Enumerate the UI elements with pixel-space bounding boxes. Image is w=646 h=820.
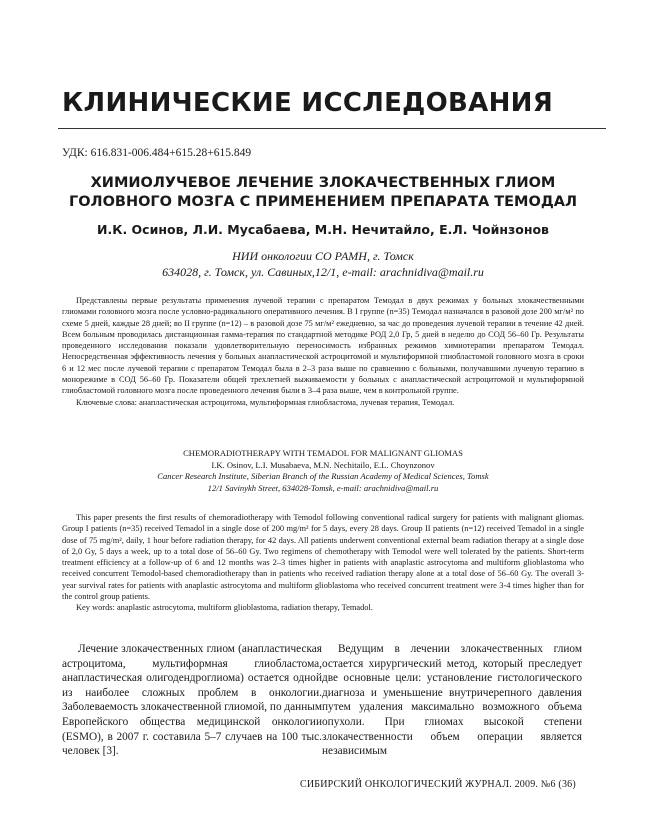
body-paragraph: Лечение злокачественных глиом (анапластическая астроцитома, мультиформная глиобластома, анапластическая олигодендроглиома) остается одной из наиболее сложных проблем в онкологии. Заболеваемость злокачественной глиомой, по данным Европейского общества медицинской онкологии (ESMO), в 2007 г. составила 5–7 случаев на 100 тыс. человек [3]. <box>62 643 323 758</box>
journal-footer: СИБИРСКИЙ ОНКОЛОГИЧЕСКИЙ ЖУРНАЛ. 2009. №6 (36) <box>300 779 576 790</box>
article-title <box>40 174 606 212</box>
title-line: ГОЛОВНОГО МОЗГА С ПРИМЕНЕНИЕМ ПРЕПАРАТА ТЕМОДАЛ <box>68 194 577 210</box>
body-column-left <box>62 642 322 759</box>
keywords-ru: Ключевые слова: анапластическая астроцитома, мультиформная глиобластома, лучевая терапия, Темодал. <box>76 397 455 407</box>
body-paragraph: Ведущим в лечении злокачественных глиом остается хирургический метод, который преследует две основные цели: установление гистологического диагноза и уменьшение внутричерепного давления путем удаления максимально возможного объема опухоли. При глиомах высокой степени злокачественности объем операции является независимым <box>322 643 582 758</box>
en-affiliation-address: 12/1 Savinykh Street, 634028-Tomsk, e-mail: arachnidiva@mail.ru <box>207 482 439 493</box>
header-rule <box>58 128 606 129</box>
section-header: КЛИНИЧЕСКИЕ ИССЛЕДОВАНИЯ <box>62 88 554 118</box>
udk-code: УДК: 616.831-006.484+615.28+615.849 <box>62 147 252 159</box>
affiliation-line: НИИ онкологии СО РАМН, г. Томск <box>232 249 414 263</box>
abstract-ru <box>62 295 584 408</box>
keywords-en: Key words: anaplastic astrocytoma, multiform glioblastoma, radiation therapy, Temadol. <box>76 603 373 613</box>
affiliation-address: 634028, г. Томск, ул. Савиных,12/1, e-mail: arachnidiva@mail.ru <box>162 265 484 279</box>
abstract-en <box>62 512 584 614</box>
abstract-en-text: This paper presents the first results of chemoradiotherapy with Temodol following conventional radical surgery for patients with malignant gliomas. Group I patients (n=35) received Temadol in a single dose of 200 mg/m² for 5 days, every 28 days. Group II patients (n=12) received Temadol in a single dose of 75 mg/m², daily, 1 hour before radiation therapy, for 42 days. All patients underwent conventional external beam radiation therapy at a single dose of 2,0 Gy, 5 days a week, up to a total dose of 56–60 Gy. Two regimens of chemotherapy with Temodol were well tolerated by the patients. Short-term treatment efficiency at a follow-up of 6 and 12 months was 2–3 times higher in patients with anaplastic astrocytoma and multiform glioblastoma who received concurrent Temodol-based chemoradiotherapy than in patients who received radiation therapy alone at a total dose of 56–60 Gy. The overall 3-year survival rates for patients with anaplastic astrocytoma and multiform glioblastoma who received concurrent treatment were 3-4 times higher than for the control group patients. <box>62 513 584 602</box>
en-affiliation-line: Cancer Research Institute, Siberian Branch of the Russian Academy of Medical Sciences, Tomsk <box>157 471 489 481</box>
english-header <box>62 448 584 494</box>
en-authors: I.K. Osinov, L.I. Musabaeva, M.N. Nechitailo, E.L. Choynzonov <box>211 459 435 470</box>
title-line: ХИМИОЛУЧЕВОЕ ЛЕЧЕНИЕ ЗЛОКАЧЕСТВЕННЫХ ГЛИОМ <box>90 175 556 191</box>
authors: И.К. Осинов, Л.И. Мусабаева, М.Н. Нечитайло, Е.Л. Чойнзонов <box>97 222 549 237</box>
affiliation <box>40 248 606 280</box>
body-column-right <box>322 642 582 759</box>
abstract-ru-text: Представлены первые результаты применения лучевой терапии с препаратом Темодал в двух режимах у больных злокачественными глиомами головного мозга после условно-радикального оперативного лечения. В I группе (n=35) Темодал назначался в разовой дозе 200 мг/м² по схеме 5 дней, каждые 28 дней; во II группе (n=12) – в разовой дозе 75 мг/м² ежедневно, за час до проведения лучевой терапии в течение 42 дней. Всем больным проводилась дистанционная гамма-терапия по стандартной методике РОД 2,0 Гр, 5 дней в неделю до СОД 56–60 Гр. Результаты проведенного исследования показали удовлетворительную переносимость избранных режимов химиотерапии препаратом Темодал. Непосредственная эффективность лечения у больных анапластической астроцитомой и мультиформной глиобластомой головного мозга в сроки 6 и 12 мес после лучевой терапии с препаратом Темодал была в 2–3 раза выше по сравнению с больными, получавшими лучевую терапию в монорежиме в СОД 56–60 Гр. Показатели общей трехлетней выживаемости у больных с анапластической астроцитомой и мультиформной глиобластомой головного мозга после проведенного лечения были в 3–4 раза выше, чем в контрольной группе. <box>62 296 584 396</box>
en-title: CHEMORADIOTHERAPY WITH TEMADOL FOR MALIGNANT GLIOMAS <box>183 448 463 458</box>
